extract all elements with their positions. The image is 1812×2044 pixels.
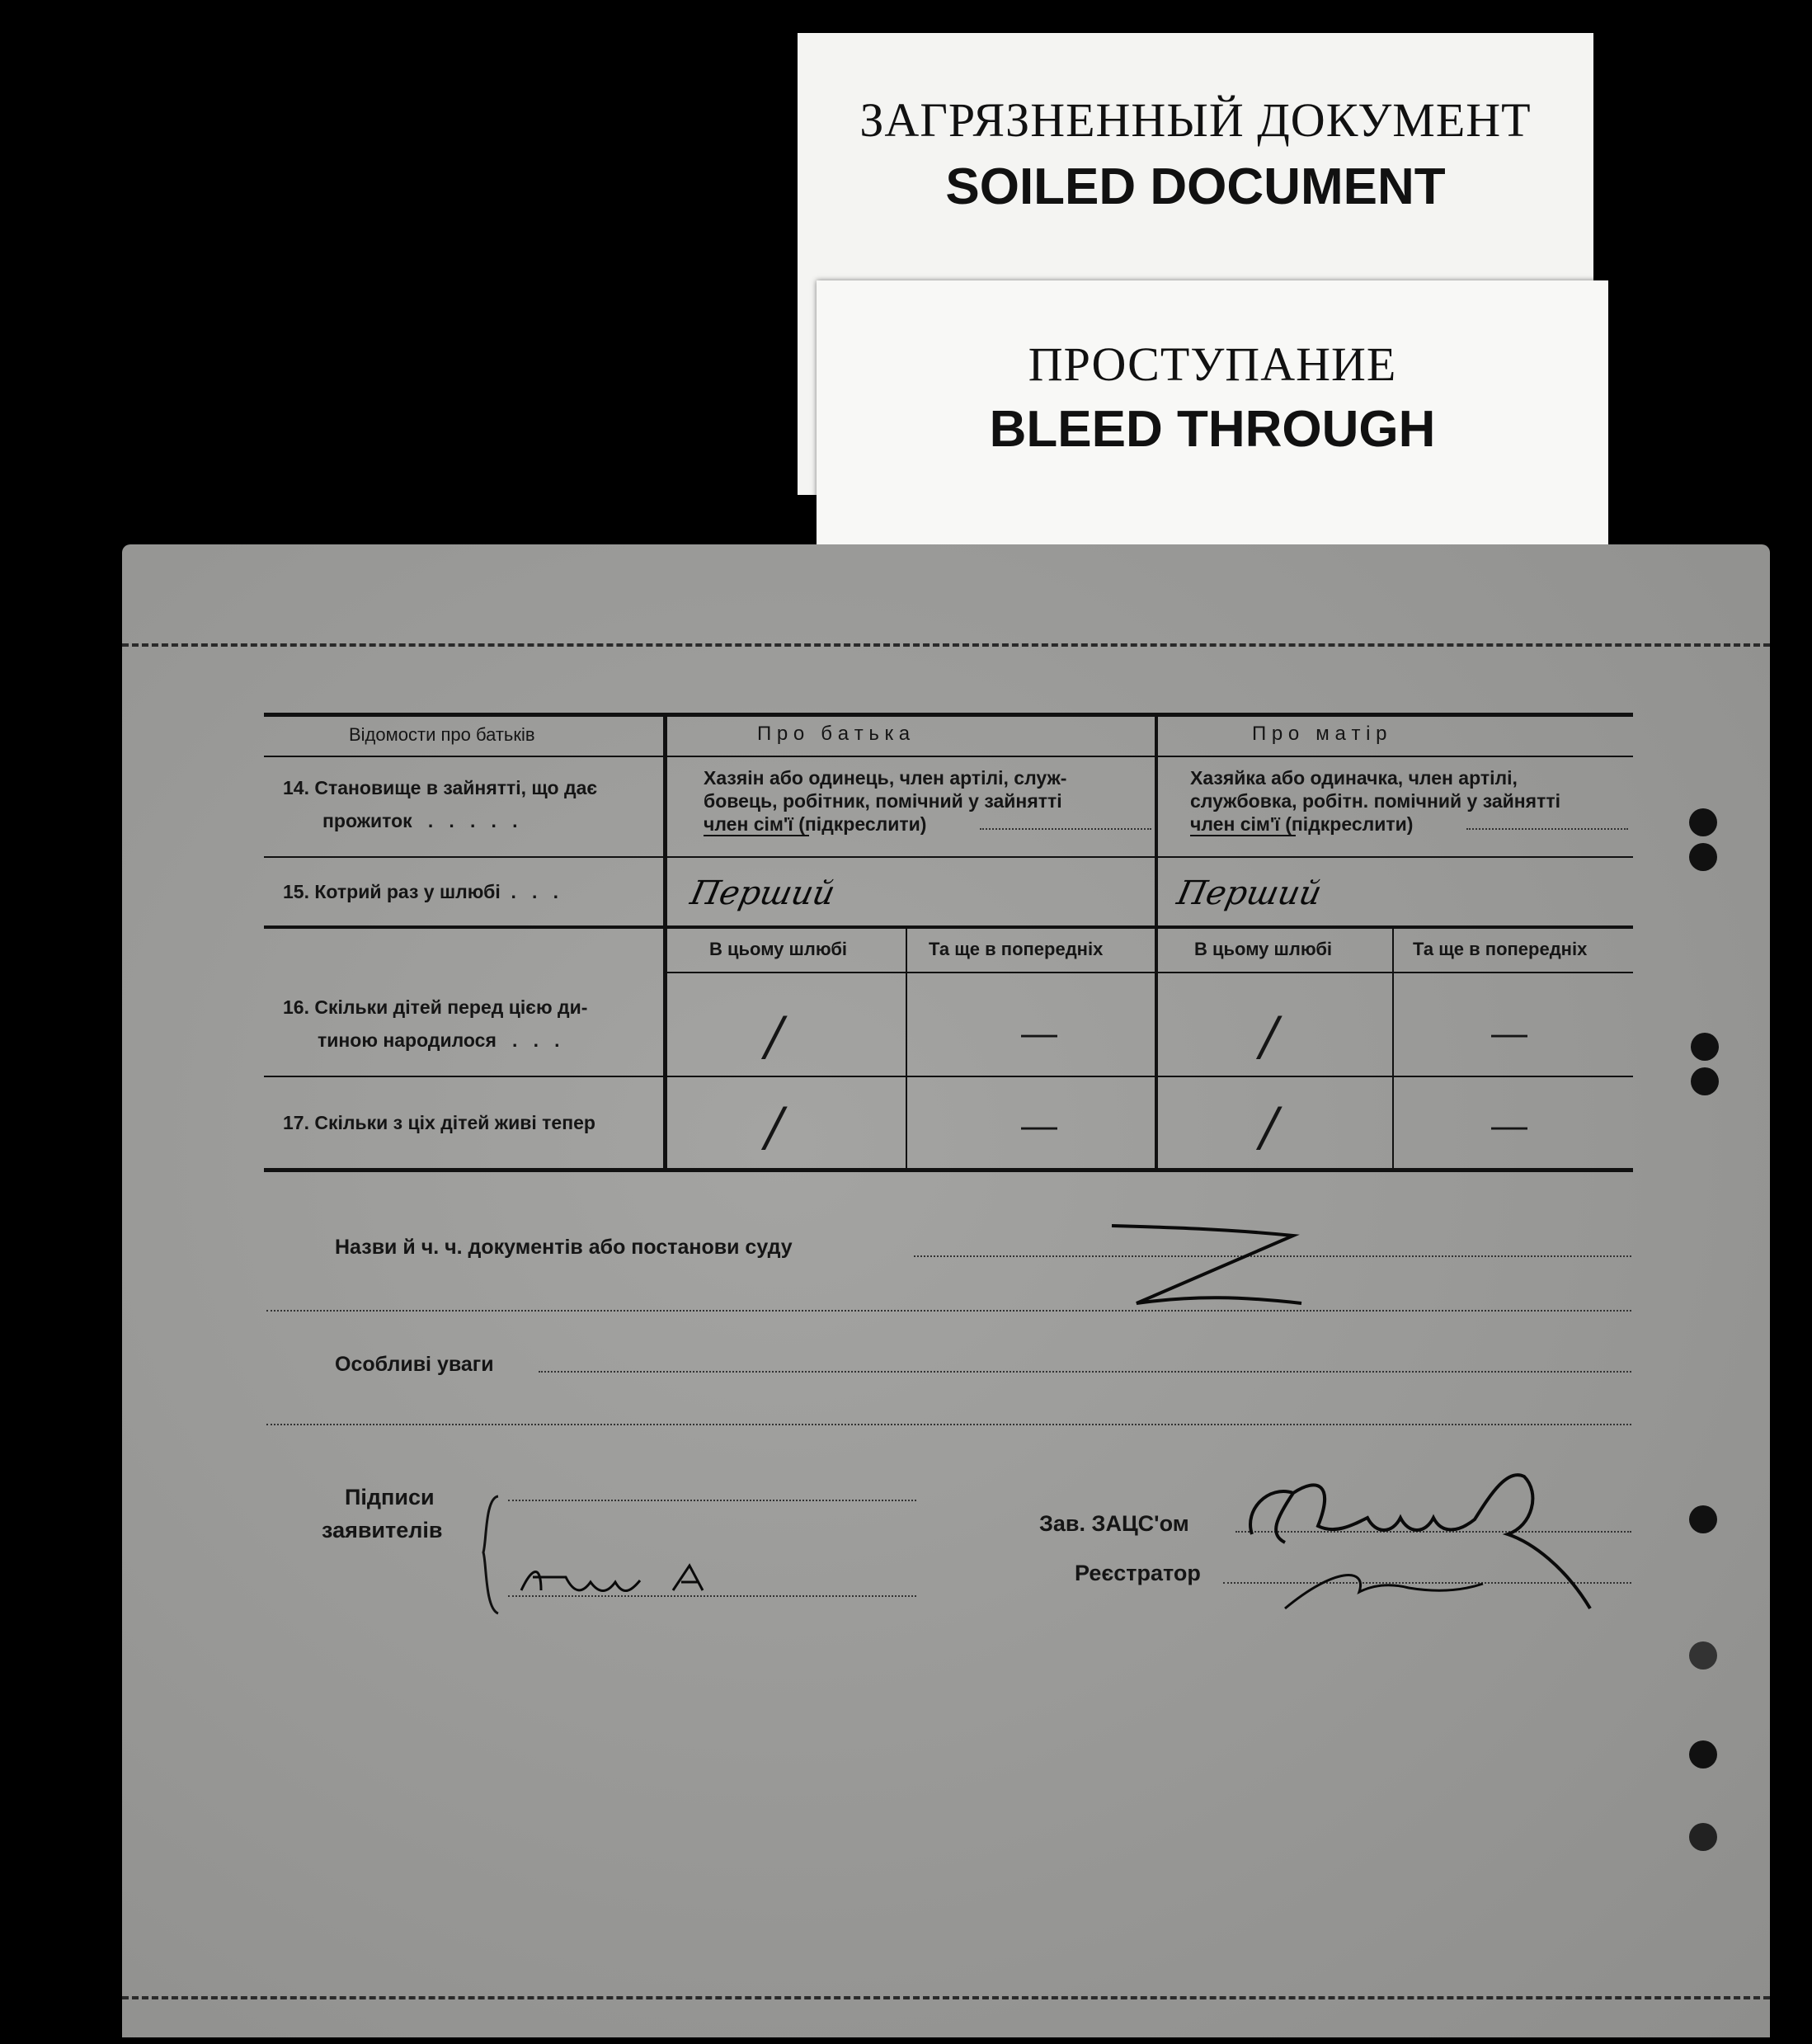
applicant-signature	[516, 1557, 731, 1607]
row14-mother-underline	[1190, 835, 1296, 836]
bleed-through-label	[817, 280, 1608, 544]
subheader-mother-this: В цьому шлюбі	[1194, 939, 1333, 959]
row14-mother-2: службовка, робітн. помічний у зайнятті	[1190, 790, 1561, 812]
binder-hole	[1689, 1505, 1717, 1533]
soiled-label-en: SOILED DOCUMENT	[945, 158, 1446, 215]
header-mother: П р о м а т і р	[1252, 723, 1387, 745]
notes-line-2	[266, 1424, 1631, 1425]
documents-label: Назви й ч. ч. документів або постанови суду	[335, 1236, 793, 1259]
binder-hole	[1689, 843, 1717, 871]
bleed-label-en: BLEED THROUGH	[989, 401, 1436, 458]
soiled-label-ru: ЗАГРЯЗНЕННЫЙ ДОКУМЕНТ	[859, 93, 1532, 147]
row17-mother-this: /	[1260, 1097, 1278, 1158]
row15-father-value: Перший	[687, 874, 839, 912]
col-divider-2	[1155, 714, 1158, 1170]
col-divider-mother	[1392, 929, 1394, 1170]
row14-father-2: бовець, робітник, помічний у зайнятті	[704, 790, 1062, 812]
row14-mother-3: член сім'ї (підкреслити)	[1190, 813, 1414, 835]
row14-father-underline	[704, 835, 809, 836]
documents-strike-mark	[1104, 1221, 1318, 1320]
row16-father-previous: —	[1021, 1013, 1057, 1053]
applicants-label-2: заявителів	[322, 1518, 443, 1542]
binder-hole	[1691, 1067, 1719, 1095]
row14-father-dots	[980, 828, 1151, 830]
row17-mother-previous: —	[1491, 1105, 1527, 1146]
col-divider-father	[906, 929, 907, 1170]
document-sheet	[122, 544, 1770, 2037]
subheader-mother-previous: Та ще в попередніх	[1413, 939, 1588, 959]
row17-father-previous: —	[1021, 1105, 1057, 1146]
row16-label-2: тиною народилося . . .	[318, 1029, 560, 1051]
row16-rule	[264, 1076, 1633, 1077]
subheader-rule	[666, 972, 1633, 973]
header-father: П р о б а т ь к а	[757, 723, 911, 745]
applicant-sign-line-1	[508, 1500, 916, 1501]
binder-hole	[1689, 1641, 1717, 1670]
row14-mother-dots	[1466, 828, 1628, 830]
row16-mother-this: /	[1260, 1006, 1278, 1067]
row14-father-3: член сім'ї (підкреслити)	[704, 813, 927, 835]
row14-label-2: прожиток . . . . .	[322, 810, 518, 831]
row15-rule	[264, 925, 1633, 929]
head-label: Зав. ЗАЦС'ом	[1039, 1511, 1189, 1536]
row16-label-1: 16. Скільки дітей перед цією ди-	[283, 996, 588, 1018]
subheader-father-this: В цьому шлюбі	[709, 939, 848, 959]
row15-label: 15. Котрий раз у шлюбі . . .	[283, 881, 558, 902]
binder-hole	[1691, 1033, 1719, 1061]
row16-mother-previous: —	[1491, 1013, 1527, 1053]
binder-hole	[1689, 1740, 1717, 1768]
row15-mother-value: Перший	[1174, 874, 1325, 912]
row17-label: 17. Скільки з ціх дітей живі тепер	[283, 1112, 595, 1133]
row14-mother-1: Хазяйка або одиначка, член артілі,	[1190, 767, 1518, 789]
documents-line-2	[266, 1310, 1631, 1312]
col-divider-1	[663, 714, 667, 1170]
table-bottom-rule	[264, 1168, 1633, 1172]
head-signature	[1235, 1444, 1615, 1641]
subheader-father-previous: Та ще в попередніх	[929, 939, 1104, 959]
notes-line-1	[539, 1371, 1631, 1373]
row14-label-1: 14. Становище в зайнятті, що дає	[283, 777, 598, 798]
row17-father-this: /	[765, 1097, 784, 1158]
perforation-bottom	[122, 1996, 1770, 1999]
row16-father-this: /	[765, 1006, 784, 1067]
registrar-label: Реєстратор	[1075, 1561, 1201, 1585]
row14-rule	[264, 856, 1633, 858]
applicants-brace	[478, 1493, 503, 1617]
row14-father-1: Хазяін або одинець, член артілі, служ-	[704, 767, 1067, 789]
notes-label: Особливі уваги	[335, 1353, 494, 1376]
perforation-top	[122, 643, 1770, 647]
table-top-rule	[264, 713, 1633, 717]
binder-hole	[1689, 1823, 1717, 1851]
header-parents: Відомости про батьків	[349, 724, 535, 745]
bleed-label-ru: ПРОСТУПАНИЕ	[1028, 337, 1397, 391]
table-header-rule	[264, 756, 1633, 757]
applicants-label-1: Підписи	[345, 1485, 435, 1509]
binder-hole	[1689, 808, 1717, 836]
